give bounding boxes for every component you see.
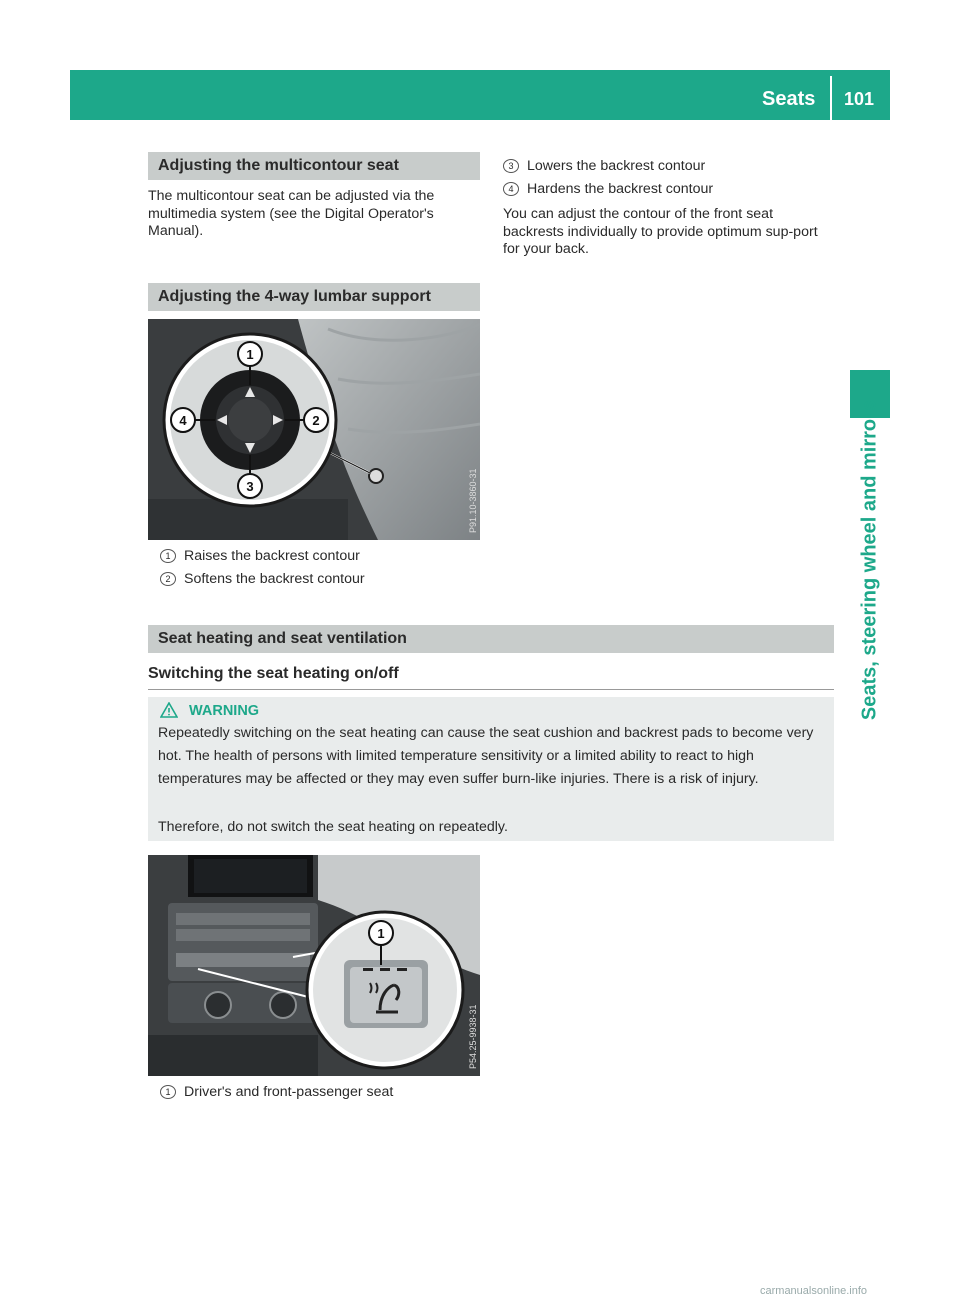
callout-1-label: 1 xyxy=(377,926,385,941)
heating-callouts xyxy=(148,855,480,1076)
section-heading-multicontour: Adjusting the multicontour seat xyxy=(148,152,480,180)
legend-text: Hardens the backrest contour xyxy=(527,181,714,197)
multicontour-text: The multicontour seat can be adjusted via the multimedia system (see the Digital Operator's Manual). xyxy=(148,188,435,239)
section-heading-heating: Seat heating and seat ventilation xyxy=(148,625,834,653)
heating-legend-item xyxy=(160,1084,393,1100)
seat-heating-figure xyxy=(148,855,480,1076)
header-divider xyxy=(830,76,832,120)
warning-text-2: Therefore, do not switch the seat heating on repeatedly. xyxy=(158,819,508,835)
subheading-seat-heating: Switching the seat heating on/off xyxy=(148,665,399,682)
heating-figure-id: P54.25-9938-31 xyxy=(468,1004,478,1069)
legend-number: 4 xyxy=(503,182,519,196)
lumbar-legend-item xyxy=(160,548,360,564)
page-number: 101 xyxy=(844,89,875,109)
lumbar-description: You can adjust the contour of the front seat backrests individually to provide optimum sup-port for your back. xyxy=(503,206,818,257)
warning-text-1: Repeatedly switching on the seat heating can cause the seat cushion and backrest pads to become very hot. The health of persons with limited temperature sensitivity or a limited ability to react to high temperatures may be affected or they may even suffer burn-like injuries. There is a risk of injury. xyxy=(158,725,814,787)
legend-text: Raises the backrest contour xyxy=(184,548,360,564)
callout-2-label: 2 xyxy=(312,413,320,428)
lumbar-figure-id: P91.10-3860-31 xyxy=(468,468,478,533)
footer-watermark: carmanualsonline.info xyxy=(760,1285,868,1297)
callout-1-label: 1 xyxy=(246,347,254,362)
lumbar-legend-item xyxy=(503,158,705,174)
legend-number: 2 xyxy=(160,572,176,586)
warning-triangle-icon xyxy=(160,702,178,718)
legend-text: Softens the backrest contour xyxy=(184,571,365,587)
lumbar-legend-item xyxy=(160,571,365,587)
lumbar-legend-item xyxy=(503,181,713,197)
callout-4-label: 4 xyxy=(179,413,187,428)
lumbar-support-figure xyxy=(148,319,480,540)
legend-text: Lowers the backrest contour xyxy=(527,158,706,174)
header-title: Seats xyxy=(762,88,816,110)
legend-number: 3 xyxy=(503,159,519,173)
lumbar-callouts xyxy=(148,319,480,540)
subheading-rule xyxy=(148,689,834,690)
legend-text: Driver's and front-passenger seat xyxy=(184,1084,394,1100)
warning-title: WARNING xyxy=(189,703,260,719)
side-tab-label: Seats, steering wheel and mirrors xyxy=(858,399,881,721)
callout-3-label: 3 xyxy=(246,479,254,494)
legend-number: 1 xyxy=(160,549,176,563)
legend-number: 1 xyxy=(160,1085,176,1099)
section-heading-lumbar: Adjusting the 4-way lumbar support xyxy=(148,283,480,311)
